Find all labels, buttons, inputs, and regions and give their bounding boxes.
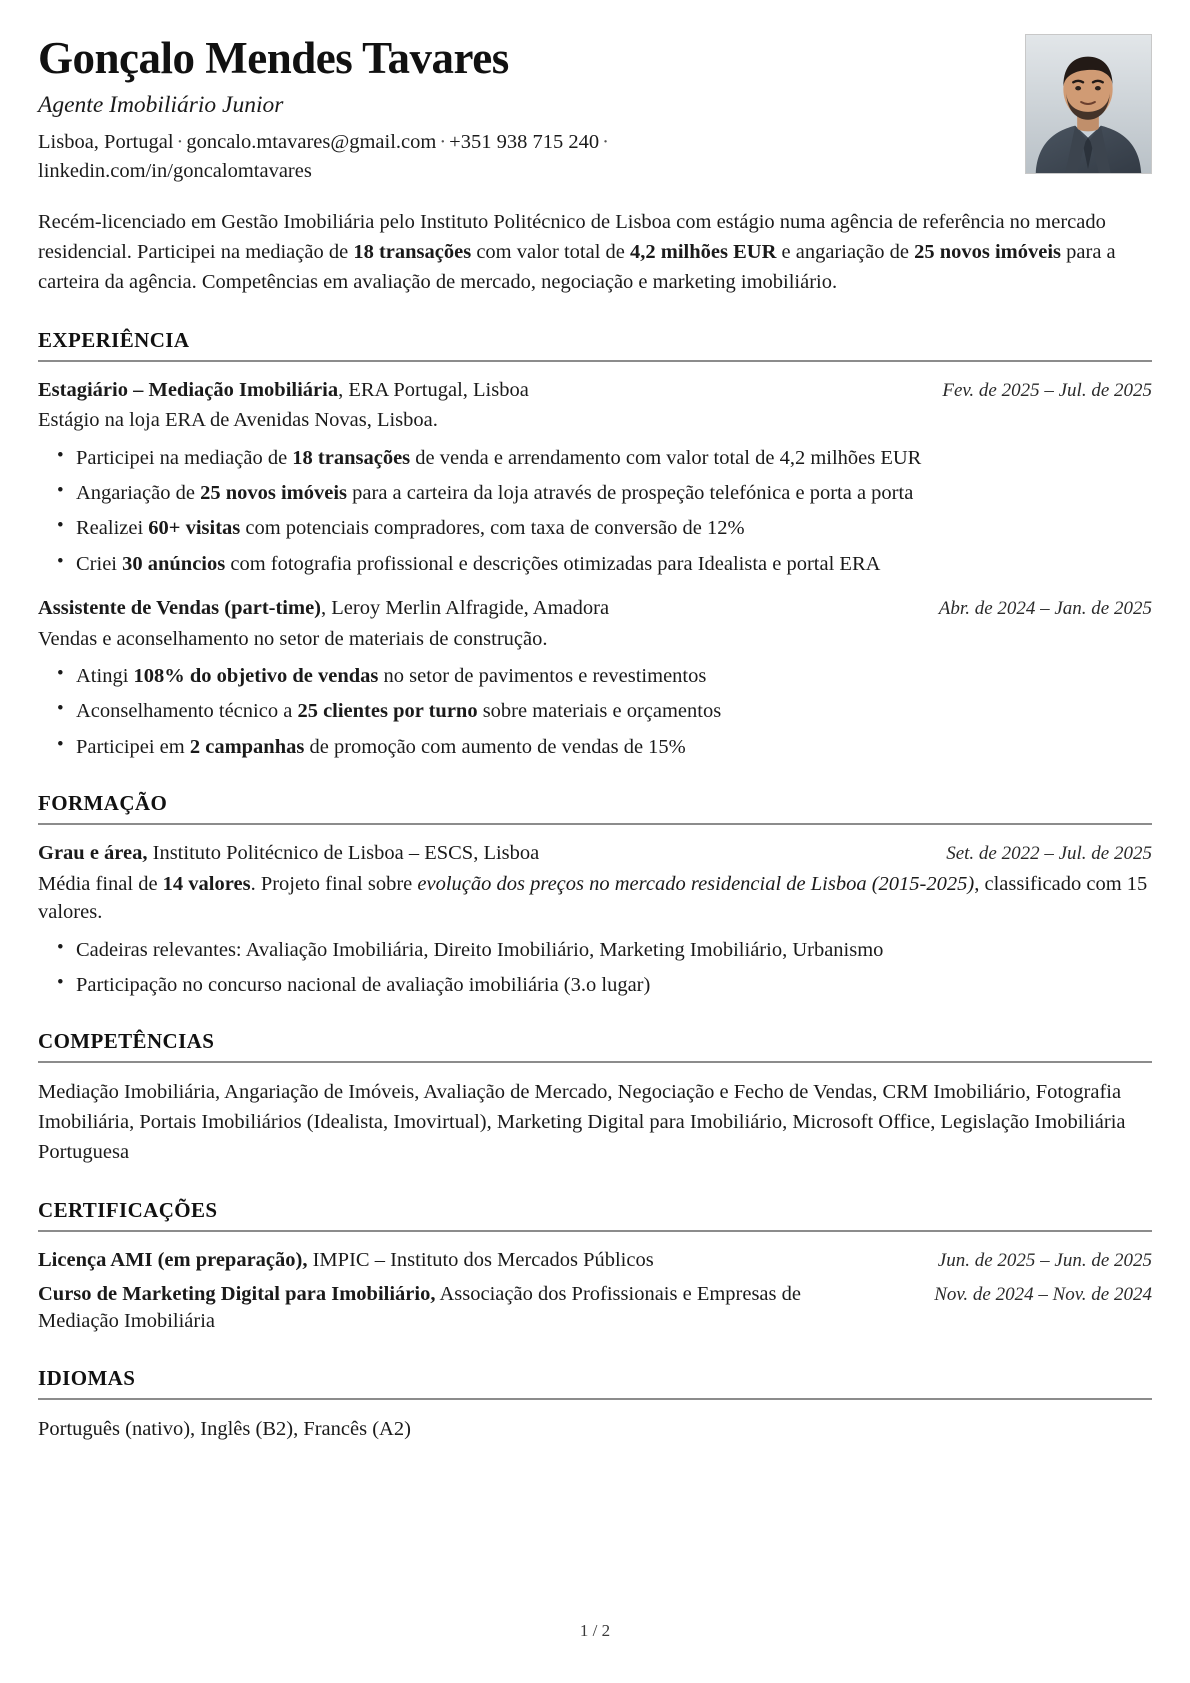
- entry-header-row: [38, 1247, 1152, 1274]
- section-divider: [38, 1230, 1152, 1232]
- entry-bullet-list: [38, 936, 1152, 1000]
- entry-title: [38, 840, 930, 867]
- entry-bullet-list: [38, 444, 1152, 578]
- bullet-pre: Participei na mediação de: [76, 446, 293, 469]
- bullet-pre: Cadeiras relevantes: Avaliação Imobiliária, Direito Imobiliário, Marketing Imobiliário, Urbanismo: [76, 938, 884, 961]
- section-education: [38, 791, 1152, 999]
- entry-date: Abr. de 2024 – Jan. de 2025: [938, 598, 1152, 620]
- list-item: [54, 550, 1152, 578]
- entry-title-rest: Associação dos Profissionais e Empresas de Mediação Imobiliária: [38, 1282, 801, 1333]
- cv-header: [38, 34, 1152, 186]
- bullet-bold: 30 anúncios: [122, 552, 226, 575]
- avatar: [1025, 34, 1152, 174]
- contact-phone[interactable]: +351 938 715 240: [449, 130, 600, 153]
- entry-title-bold: Grau e área,: [38, 842, 148, 865]
- section-divider: [38, 1398, 1152, 1400]
- summary-part-1: Recém-licenciado em Gestão Imobiliária pelo Instituto Politécnico de Lisboa com estágio numa agência de referência no mercado residencial. Participei na mediação de: [38, 211, 1106, 263]
- languages-list-text: Português (nativo), Inglês (B2), Francês (A2): [38, 1417, 411, 1440]
- contact-separator: ·: [602, 130, 609, 153]
- bullet-pre: Criei: [76, 552, 123, 575]
- list-item: [54, 479, 1152, 507]
- section-heading-education: FORMAÇÃO: [38, 791, 168, 816]
- contact-email[interactable]: goncalo.mtavares@gmail.com: [186, 130, 437, 153]
- bullet-pre: Realizei: [76, 517, 149, 540]
- entry-date: Jun. de 2025 – Jun. de 2025: [937, 1250, 1152, 1272]
- bullet-post: de venda e arrendamento com valor total de 4,2 milhões EUR: [410, 446, 922, 469]
- entry-title: [38, 595, 923, 622]
- bullet-pre: Aconselhamento técnico a: [76, 700, 298, 723]
- entry-subtitle: Vendas e aconselhamento no setor de materiais de construção.: [38, 627, 548, 650]
- entry-title-bold: Assistente de Vendas (part-time): [38, 597, 321, 620]
- summary-highlight-properties: 25 novos imóveis: [914, 240, 1062, 263]
- section-heading-skills: COMPETÊNCIAS: [38, 1029, 215, 1054]
- contact-linkedin[interactable]: linkedin.com/in/goncalomtavares: [38, 159, 312, 182]
- entry-date: Set. de 2022 – Jul. de 2025: [946, 843, 1152, 865]
- summary-highlight-transactions: 18 transações: [353, 240, 472, 263]
- list-item: [54, 514, 1152, 542]
- section-experience: [38, 328, 1152, 761]
- bullet-bold: 18 transações: [292, 446, 411, 469]
- entry-subtitle: Estágio na loja ERA de Avenidas Novas, Lisboa.: [38, 409, 438, 432]
- list-item: [54, 936, 1152, 964]
- edu-sub-post: , classificado com 15 valores.: [38, 872, 1148, 924]
- section-heading-experience: EXPERIÊNCIA: [38, 327, 190, 352]
- page-number-footer: 1 / 2: [579, 1621, 611, 1640]
- entry-title: [38, 1247, 922, 1274]
- experience-entry: [38, 595, 1152, 761]
- section-divider: [38, 823, 1152, 825]
- section-skills: [38, 1029, 1152, 1168]
- skills-list-text: Mediação Imobiliária, Angariação de Imóveis, Avaliação de Mercado, Negociação e Fecho de Vendas, CRM Imobiliário, Fotografia Imobiliária, Portais Imobiliários (Idealista, Imovirtual), Marketing Digital para Imobiliário, Microsoft Office, Legislação Imobiliária Portuguesa: [38, 1081, 1126, 1164]
- bullet-pre: Atingi: [76, 665, 134, 688]
- bullet-pre: Angariação de: [76, 482, 201, 505]
- entry-subtitle: [38, 870, 1152, 927]
- bullet-post: para a carteira da loja através de prospeção telefónica e porta a porta: [347, 482, 914, 505]
- education-entry: [38, 840, 1152, 999]
- bullet-post: de promoção com aumento de vendas de 15%: [304, 735, 686, 758]
- contact-separator: ·: [439, 130, 447, 153]
- summary-part-4: para a carteira da agência. Competências em avaliação de mercado, negociação e marketing imobiliário.: [38, 240, 1116, 293]
- bullet-post: com fotografia profissional e descrições otimizadas para Idealista e portal ERA: [225, 552, 881, 575]
- section-divider: [38, 360, 1152, 362]
- summary-part-3: e angariação de: [776, 240, 915, 263]
- list-item: [54, 733, 1152, 761]
- entry-title: [38, 1281, 838, 1336]
- bullet-bold: 108% do objetivo de vendas: [133, 665, 379, 688]
- section-heading-certifications: CERTIFICAÇÕES: [38, 1198, 218, 1223]
- section-languages: [38, 1366, 1152, 1445]
- summary-highlight-value: 4,2 milhões EUR: [630, 240, 777, 263]
- entry-title-rest: , Leroy Merlin Alfragide, Amadora: [321, 597, 610, 620]
- entry-bullet-list: [38, 662, 1152, 761]
- section-heading-languages: IDIOMAS: [38, 1365, 136, 1390]
- bullet-pre: Participação no concurso nacional de avaliação imobiliária (3.o lugar): [76, 974, 651, 997]
- edu-sub-mid: . Projeto final sobre: [250, 872, 418, 895]
- bullet-bold: 25 novos imóveis: [200, 482, 348, 505]
- bullet-post: sobre materiais e orçamentos: [477, 700, 722, 723]
- entry-date: Nov. de 2024 – Nov. de 2024: [934, 1283, 1152, 1305]
- entry-date: Fev. de 2025 – Jul. de 2025: [942, 379, 1152, 401]
- summary-part-2: com valor total de: [471, 240, 631, 263]
- section-divider: [38, 1061, 1152, 1063]
- entry-title-rest: IMPIC – Instituto dos Mercados Públicos: [307, 1249, 654, 1272]
- entry-header-row: [38, 595, 1152, 622]
- edu-sub-grade: 14 valores: [162, 872, 251, 895]
- job-role-subtitle: Agente Imobiliário Junior: [38, 91, 284, 118]
- section-certifications: [38, 1198, 1152, 1335]
- professional-summary: [38, 208, 1152, 298]
- bullet-post: no setor de pavimentos e revestimentos: [378, 665, 707, 688]
- list-item: [54, 697, 1152, 725]
- entry-title-bold: Estagiário – Mediação Imobiliária: [38, 378, 339, 401]
- entry-title-bold: Curso de Marketing Digital para Imobiliário,: [38, 1282, 436, 1305]
- certification-entry: [38, 1281, 1152, 1336]
- bullet-bold: 2 campanhas: [189, 735, 305, 758]
- contact-separator: ·: [176, 130, 184, 153]
- bullet-bold: 25 clientes por turno: [297, 700, 478, 723]
- contact-location: Lisboa, Portugal: [38, 130, 174, 153]
- entry-header-row: [38, 377, 1152, 404]
- contact-line: [38, 128, 718, 186]
- header-text-block: [38, 34, 1025, 186]
- list-item: [54, 444, 1152, 472]
- experience-entry: [38, 377, 1152, 578]
- bullet-bold: 60+ visitas: [148, 517, 241, 540]
- entry-header-row: [38, 1281, 1152, 1336]
- entry-title: [38, 377, 926, 404]
- certification-entry: [38, 1247, 1152, 1274]
- entry-title-bold: Licença AMI (em preparação),: [38, 1249, 308, 1272]
- entry-title-rest: , ERA Portugal, Lisboa: [338, 378, 529, 401]
- bullet-pre: Participei em: [76, 735, 190, 758]
- edu-project-title: evolução dos preços no mercado residencial de Lisboa (2015-2025): [417, 872, 975, 895]
- profile-photo-illustration: [1026, 35, 1151, 173]
- list-item: [54, 662, 1152, 690]
- page-title: Gonçalo Mendes Tavares: [38, 33, 509, 83]
- entry-title-rest: Instituto Politécnico de Lisboa – ESCS, Lisboa: [147, 842, 540, 865]
- edu-sub-pre: Média final de: [38, 872, 163, 895]
- entry-header-row: [38, 840, 1152, 867]
- bullet-post: com potenciais compradores, com taxa de conversão de 12%: [240, 517, 745, 540]
- list-item: [54, 971, 1152, 999]
